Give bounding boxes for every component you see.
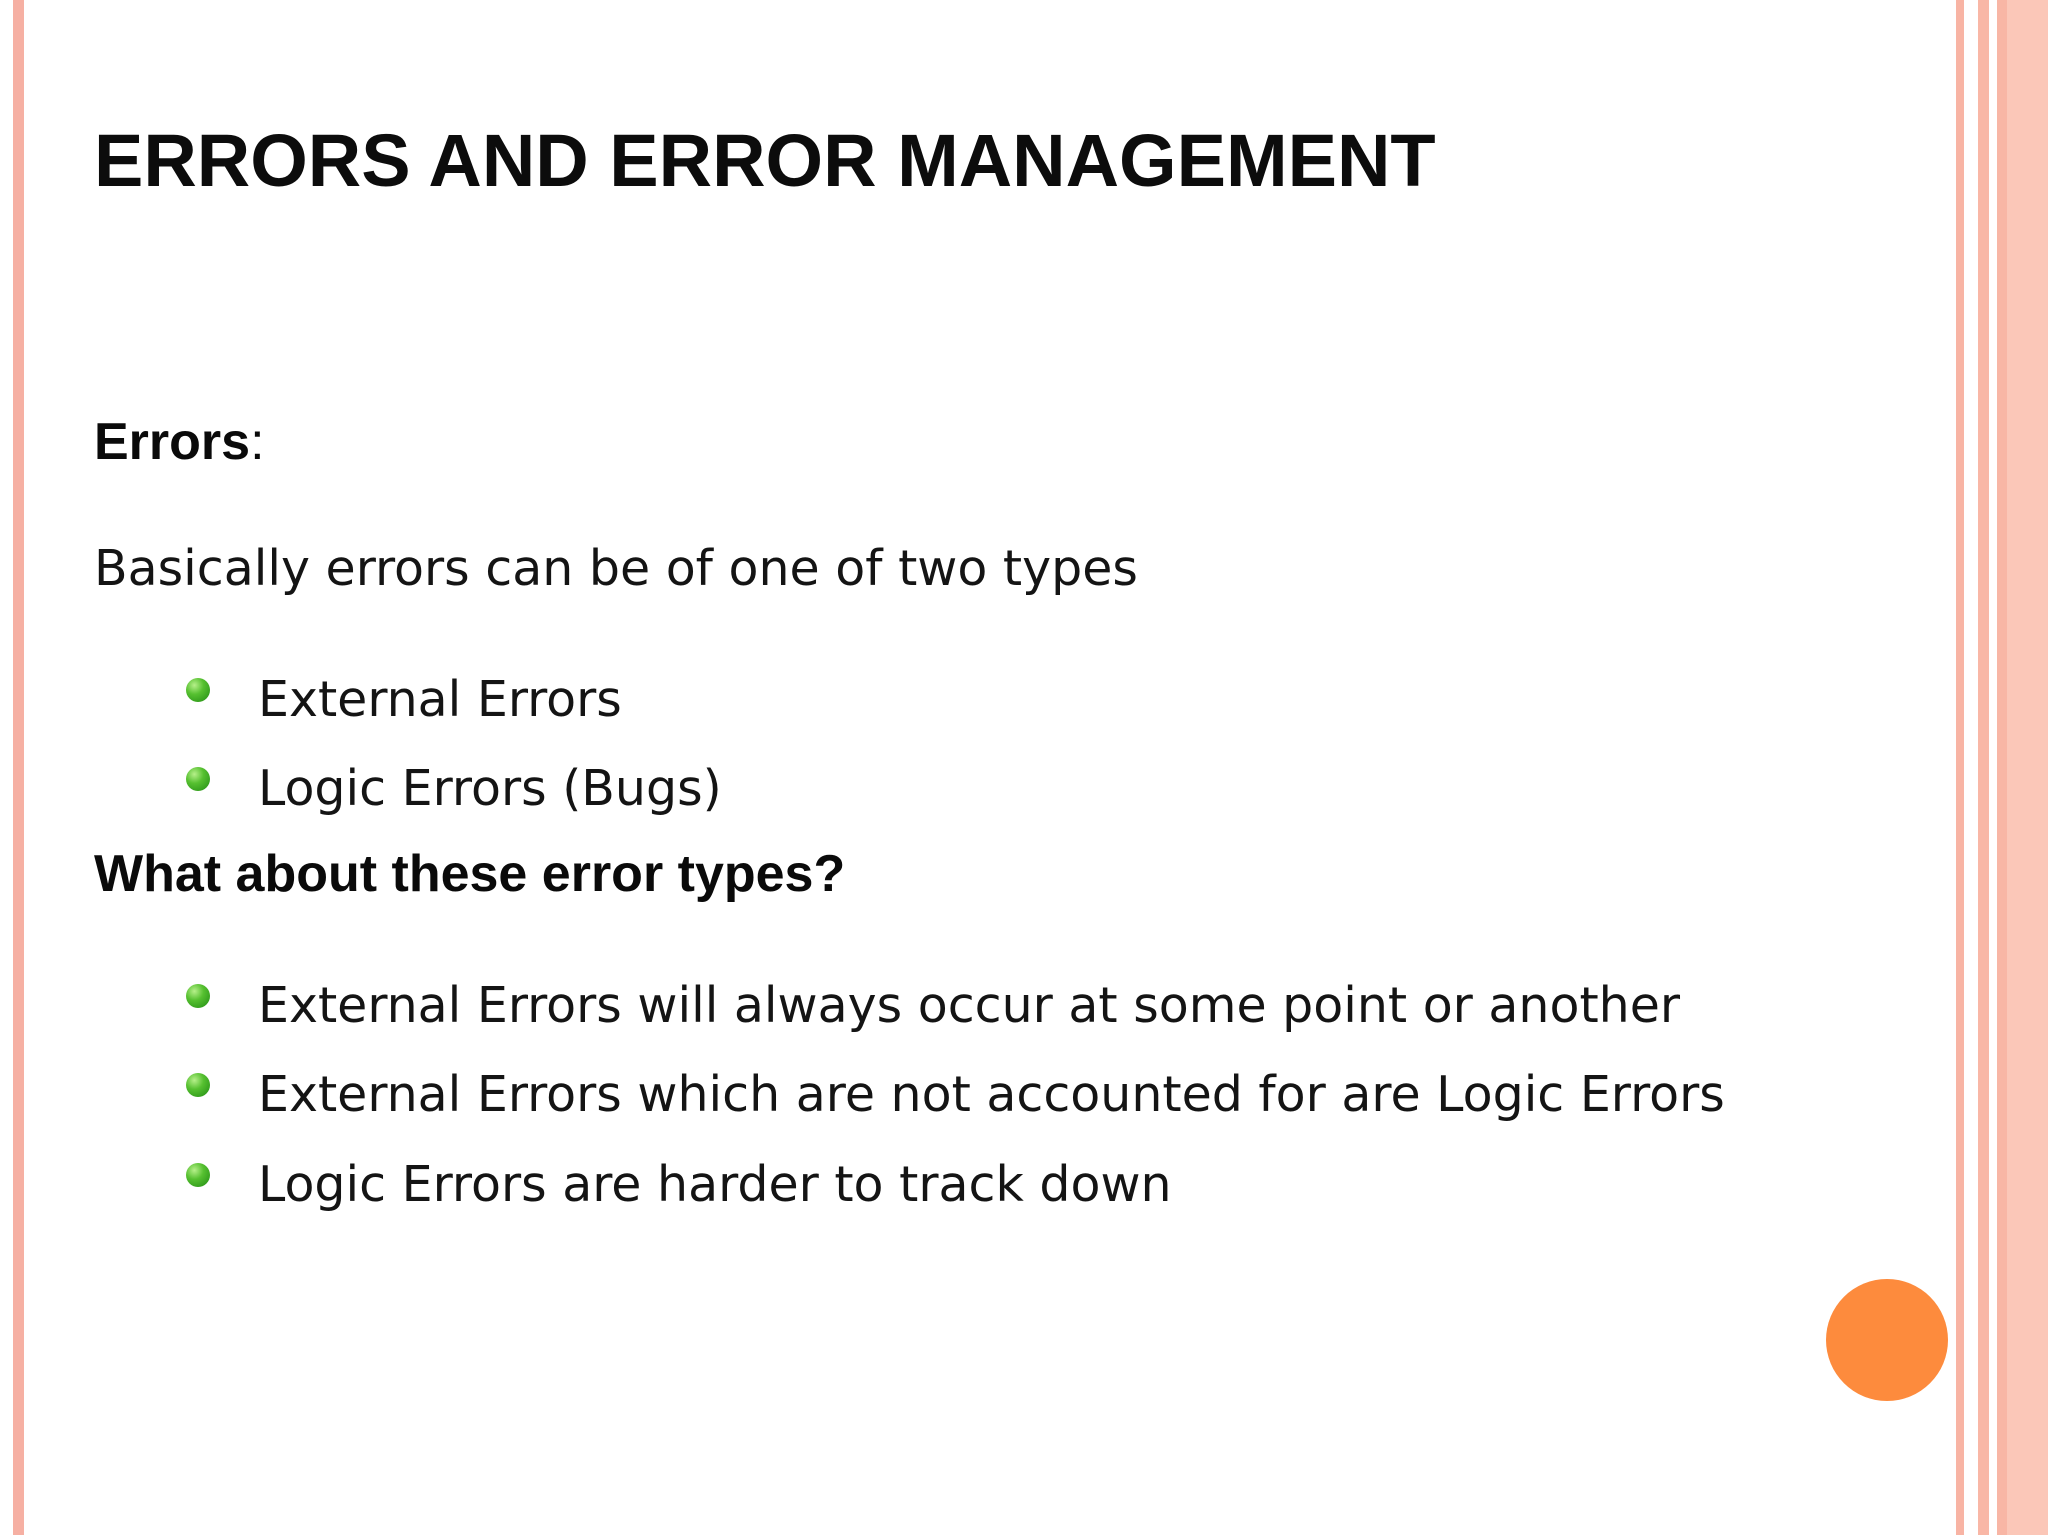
- left-edge-decoration: [13, 0, 24, 1535]
- stripe: [1989, 0, 1997, 1535]
- list-item: [186, 753, 722, 823]
- green-circle-bullet-icon: [186, 767, 210, 791]
- stripe: [1978, 0, 1989, 1535]
- green-circle-bullet-icon: [186, 1163, 210, 1187]
- orange-circle-decoration: [1826, 1279, 1948, 1401]
- intro-text: Basically errors can be of one of two types: [94, 540, 1138, 597]
- slide-title: ERRORS AND ERROR MANAGEMENT: [94, 119, 1436, 202]
- right-stripes-decoration: [1956, 0, 2048, 1535]
- errors-heading: [94, 412, 265, 472]
- green-circle-bullet-icon: [186, 1073, 210, 1097]
- list-item: [186, 970, 1681, 1040]
- stripe: [1997, 0, 2007, 1535]
- stripe: [2007, 0, 2048, 1535]
- list-item-text: Logic Errors (Bugs): [258, 759, 722, 817]
- list-item: [186, 1059, 1725, 1129]
- list-item-text: External Errors: [258, 670, 622, 728]
- list-item-text: External Errors which are not accounted for are Logic Errors: [258, 1065, 1725, 1123]
- errors-colon: :: [250, 413, 265, 471]
- question-heading: What about these error types?: [94, 845, 846, 903]
- green-circle-bullet-icon: [186, 678, 210, 702]
- stripe: [1956, 0, 1964, 1535]
- list-item: [186, 664, 622, 734]
- list-item-text: Logic Errors are harder to track down: [258, 1155, 1172, 1213]
- list-item: [186, 1149, 1172, 1219]
- errors-label: Errors: [94, 413, 251, 471]
- green-circle-bullet-icon: [186, 984, 210, 1008]
- list-item-text: External Errors will always occur at some point or another: [258, 976, 1681, 1034]
